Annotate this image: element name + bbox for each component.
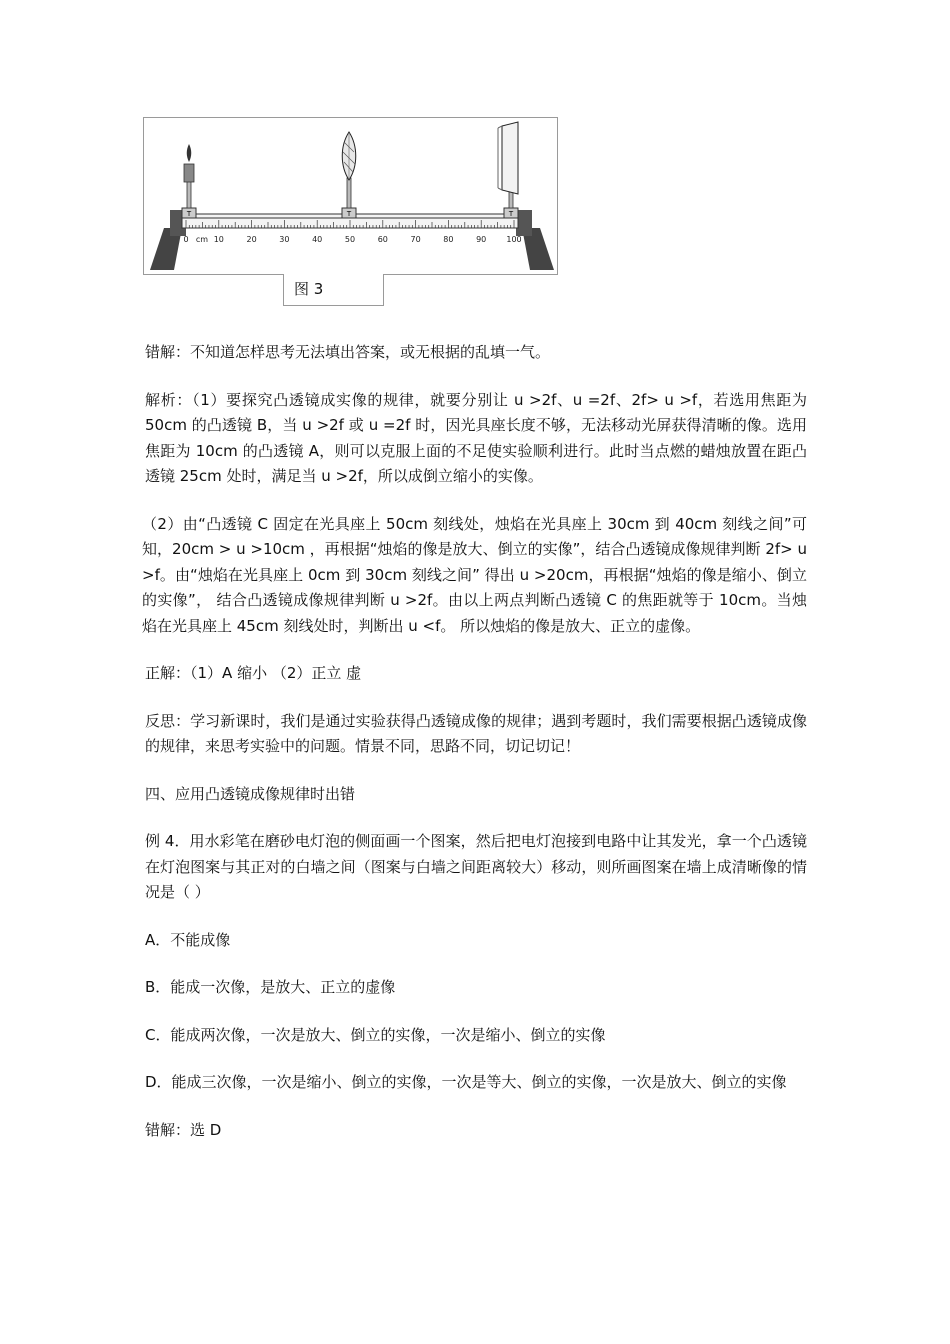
candle-stand [182,144,196,218]
analysis-part-2: （2）由“凸透镜 C 固定在光具座上 50cm 刻线处，烛焰在光具座上 30cm 到 40cm 刻线之间”可知，20cm > u >10cm ，再根据“烛焰的像是放大、倒立的实像”，结合凸透镜成像规律判断 2f> u >f。由“烛焰在光具座上 0cm 到 30cm 刻线之间” 得出 u >20cm，再根据“烛焰的像是缩小、倒立的实像”， 结合凸透镜成像规律判断 u >2f。由以上两点判断凸透镜 C 的焦距就等于 10cm。当烛焰在光具座上 45cm 刻线处时，判断出 u <f。 所以烛焰的像是放大、正立的虚像。 [142,514,807,635]
option-b: B．能成一次像，是放大、正立的虚像 [145,978,396,996]
scale-label: 20 [246,235,257,244]
optical-bench-illustration [144,118,559,276]
candle-flame [187,144,192,162]
candle [184,164,194,182]
scale-label: 0 [183,235,189,244]
screen-stand [498,122,518,218]
correct-answer: 正解：（1）A 缩小 （2）正立 虚 [145,664,362,682]
scale-label: cm [195,235,209,244]
scale-label: 30 [279,235,290,244]
option-d: D．能成三次像，一次是缩小、倒立的实像，一次是等大、倒立的实像，一次是放大、倒立的实像 [145,1073,787,1091]
analysis-part-1: 解析：（1）要探究凸透镜成实像的规律，就要分别让 u >2f、u =2f、2f> u >f，若选用焦距为 50cm 的凸透镜 B，当 u >2f 或 u =2f 时，因光具座长度不够，无法移动光屏获得清晰的像。选用焦距为 10cm 的凸透镜 A，则可以克服上面的不足使实验顺利进行。此时当点燃的蜡烛放置在距凸透镜 25cm 处时，满足当 u >2f，所以成倒立缩小的实像。 [145,390,807,485]
document-body [142,340,807,1165]
scale-label: 70 [410,235,421,244]
reflection: 反思：学习新课时，我们是通过实验获得凸透镜成像的规律；遇到考题时，我们需要根据凸透镜成像的规律，来思考实验中的问题。情景不同，思路不同，切记切记！ [145,711,807,755]
scale-label: 80 [443,235,454,244]
stand-label-lens: T [346,210,352,218]
scale-labels [183,235,521,244]
wrong-answer-2: 错解：选 D [145,1120,222,1139]
option-c: C．能成两次像，一次是放大、倒立的实像，一次是缩小、倒立的实像 [145,1025,606,1044]
scale-label: 60 [377,235,388,244]
figure-caption [283,274,384,306]
figure-caption-text: 图 3 [294,280,324,298]
example-4-question: 例 4．用水彩笔在磨砂电灯泡的侧面画一个图案，然后把电灯泡接到电路中让其发光，拿一个凸透镜在灯泡图案与其正对的白墙之间（图案与白墙之间距离较大）移动，则所画图案在墙上成清晰像的情况是（ ） [145,832,807,901]
wrong-answer-1: 错解：不知道怎样思考无法填出答案，或无根据的乱填一气。 [145,343,551,361]
scale-label: 100 [506,235,522,244]
scale-label: 50 [344,235,356,244]
stand-label-screen: T [508,210,514,218]
light-screen [502,122,518,194]
stand-label-candle: T [186,210,192,218]
scale-label: 10 [213,235,224,244]
optical-bench-figure [143,117,558,275]
scale-label: 40 [312,235,323,244]
section-heading-4: 四、应用凸透镜成像规律时出错 [145,784,356,803]
option-a: A．不能成像 [145,930,231,949]
scale-label: 90 [476,235,487,244]
lens-stand [342,132,356,218]
